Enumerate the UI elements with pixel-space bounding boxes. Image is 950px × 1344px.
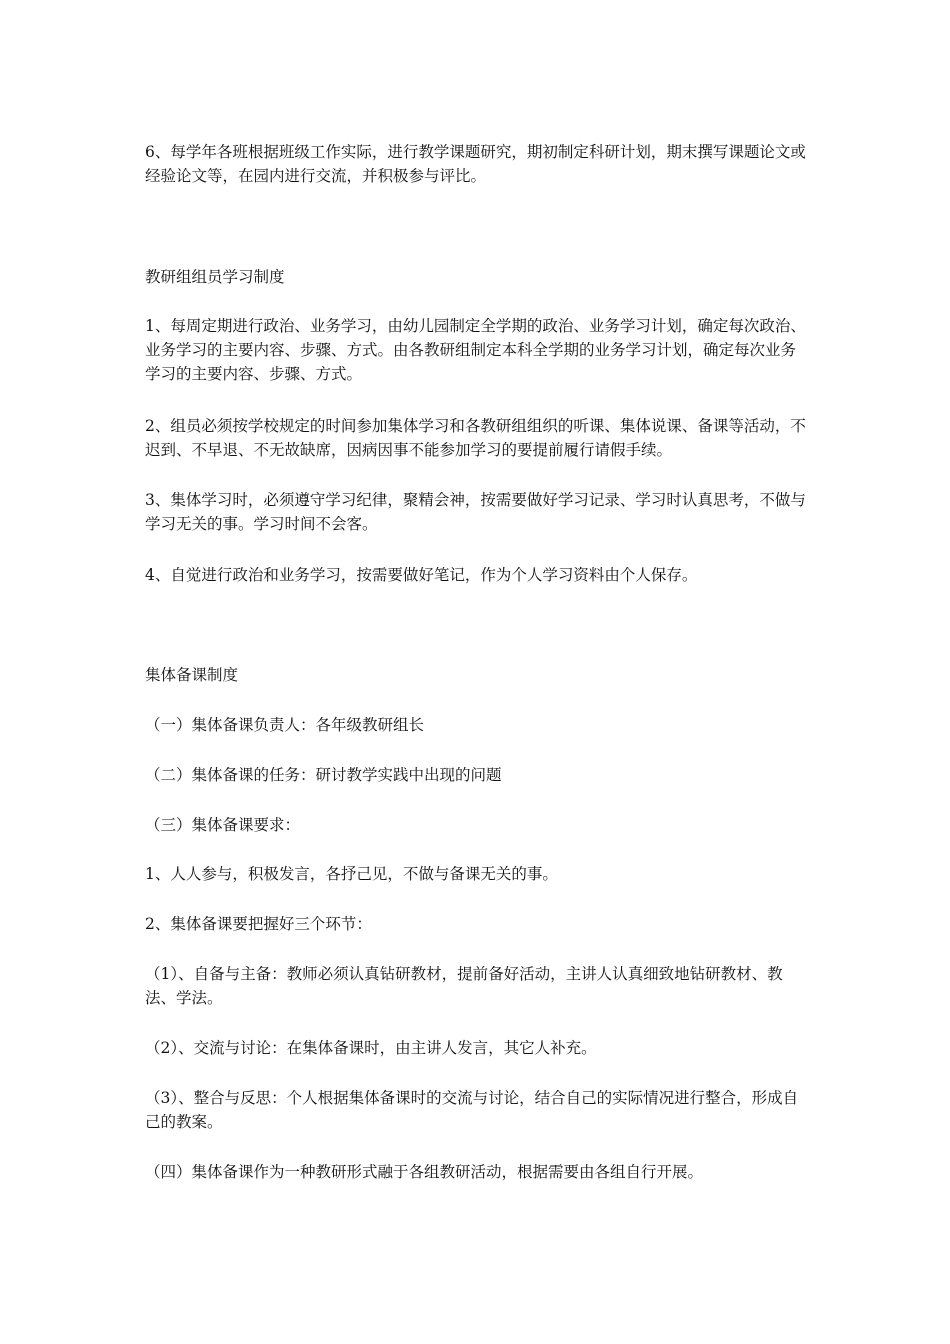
paragraph-prep-task: （二）集体备课的任务：研讨教学实践中出现的问题 [145,766,502,784]
paragraph-study-2: 2、组员必须按学校规定的时间参加集体学习和各教研组组织的听课、集体说课、备课等活动，不迟到、不早退、不无故缺席，因病因事不能参加学习的要提前履行请假手续。 [145,417,806,459]
section-heading-lesson-prep: 集体备课制度 [145,666,239,684]
paragraph-prep-responsible: （一）集体备课负责人：各年级教研组长 [145,716,425,734]
paragraph-prep-2-2: （2）、交流与讨论：在集体备课时，由主讲人发言，其它人补充。 [145,1039,597,1057]
paragraph-item-6: 6、每学年各班根据班级工作实际，进行教学课题研究，期初制定科研计划，期末撰写课题论文或经验论文等，在园内进行交流，并积极参与评比。 [145,143,806,185]
paragraph-study-4: 4、自觉进行政治和业务学习，按需要做好笔记，作为个人学习资料由个人保存。 [145,566,698,584]
paragraph-prep-requirements: （三）集体备课要求： [145,816,301,834]
paragraph-study-1: 1、每周定期进行政治、业务学习，由幼儿园制定全学期的政治、业务学习计划，确定每次政治、业务学习的主要内容、步骤、方式。由各教研组制定本科全学期的业务学习计划，确定每次业务学习的主要内容、步骤、方式。 [145,317,806,383]
paragraph-prep-1: 1、人人参与，积极发言，各抒己见，不做与备课无关的事。 [145,865,558,883]
paragraph-prep-4: （四）集体备课作为一种教研形式融于各组教研活动，根据需要由各组自行开展。 [145,1163,704,1181]
paragraph-prep-2-1: （1）、自备与主备：教师必须认真钻研教材，提前备好活动，主讲人认真细致地钻研教材、教法、学法。 [145,965,783,1007]
paragraph-prep-2: 2、集体备课要把握好三个环节： [145,915,372,933]
paragraph-prep-2-3: （3）、整合与反思：个人根据集体备课时的交流与讨论，结合自己的实际情况进行整合，形成自己的教案。 [145,1089,799,1131]
paragraph-study-3: 3、集体学习时，必须遵守学习纪律，聚精会神，按需要做好学习记录、学习时认真思考，不做与学习无关的事。学习时间不会客。 [145,491,806,533]
section-heading-study-system: 教研组组员学习制度 [145,268,285,286]
